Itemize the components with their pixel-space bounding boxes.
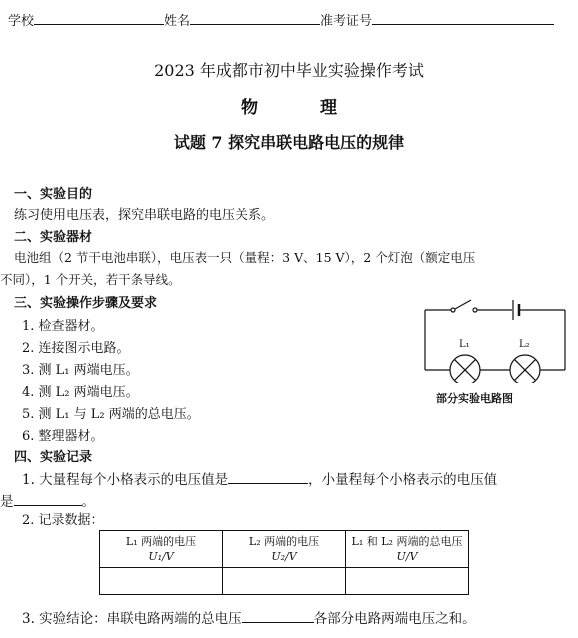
subject-title: 物 理: [241, 98, 365, 118]
name-field[interactable]: [190, 10, 320, 25]
step-item: 3. 测 L₁ 两端电压。: [22, 363, 139, 378]
steps-heading: 三、实验操作步骤及要求: [14, 296, 158, 311]
header-row: [8, 10, 554, 29]
step-item: 1. 检查器材。: [22, 319, 104, 334]
q1-text-c: 是: [0, 494, 14, 510]
q1-text-a: 1. 大量程每个小格表示的电压值是: [22, 472, 229, 488]
q3-text-a: 3. 实验结论：串联电路两端的总电压: [22, 611, 242, 627]
record-table: [99, 530, 469, 595]
equipment-text-line1: 电池组（2 节干电池串联），电压表一只（量程：3 V、15 V），2 个灯泡（额定电压: [14, 250, 476, 265]
lamp1-label: L₁: [459, 339, 470, 350]
record-q1-line1: [22, 468, 497, 488]
table-header-cell: L₁ 两端的电压 U₁/V: [100, 531, 223, 568]
exam-id-field[interactable]: [372, 10, 554, 25]
table-input-cell[interactable]: [346, 568, 469, 595]
step-item: 4. 测 L₂ 两端电压。: [22, 385, 139, 400]
equipment-text-line2: 不同），1 个开关，若干条导线。: [0, 272, 181, 287]
table-row: [100, 568, 469, 595]
exam-title: 2023 年成都市初中毕业实验操作考试: [154, 61, 424, 80]
school-label: 学校: [8, 14, 35, 29]
step-item: 2. 连接图示电路。: [22, 341, 130, 356]
table-input-cell[interactable]: [100, 568, 223, 595]
school-field[interactable]: [34, 10, 164, 25]
equipment-heading: 二、实验器材: [14, 230, 93, 245]
table-header-cell: L₂ 两端的电压 U₂/V: [223, 531, 346, 568]
q3-answer-blank[interactable]: [242, 608, 314, 623]
q1-answer-blank-1[interactable]: [228, 469, 308, 484]
record-q3: [22, 607, 476, 627]
table-header-row: [100, 531, 469, 568]
question-title: 试题 7 探究串联电路电压的规律: [173, 133, 405, 152]
switch-blade: [455, 300, 471, 309]
record-heading: 四、实验记录: [14, 450, 93, 465]
q1-text-b: ，小量程每个小格表示的电压值: [308, 472, 498, 488]
step-item: 5. 测 L₁ 与 L₂ 两端的总电压。: [22, 407, 200, 422]
circuit-diagram: [415, 288, 575, 383]
name-label: 姓名: [164, 14, 191, 29]
purpose-text: 练习使用电压表，探究串联电路的电压关系。: [14, 208, 275, 223]
step-item: 6. 整理器材。: [22, 429, 104, 444]
table-input-cell[interactable]: [223, 568, 346, 595]
lamp2-label: L₂: [519, 339, 530, 350]
record-q1-line2: [0, 490, 95, 510]
record-q2: 2. 记录数据：: [22, 513, 104, 528]
exam-id-label: 准考证号: [320, 14, 373, 29]
q1-answer-blank-2[interactable]: [14, 491, 82, 506]
figure-caption: 部分实验电路图: [436, 392, 513, 405]
q1-text-d: 。: [81, 494, 95, 510]
table-header-cell: L₁ 和 L₂ 两端的总电压 U/V: [346, 531, 469, 568]
purpose-heading: 一、实验目的: [14, 187, 93, 202]
q3-text-b: 各部分电路两端电压之和。: [313, 611, 476, 627]
